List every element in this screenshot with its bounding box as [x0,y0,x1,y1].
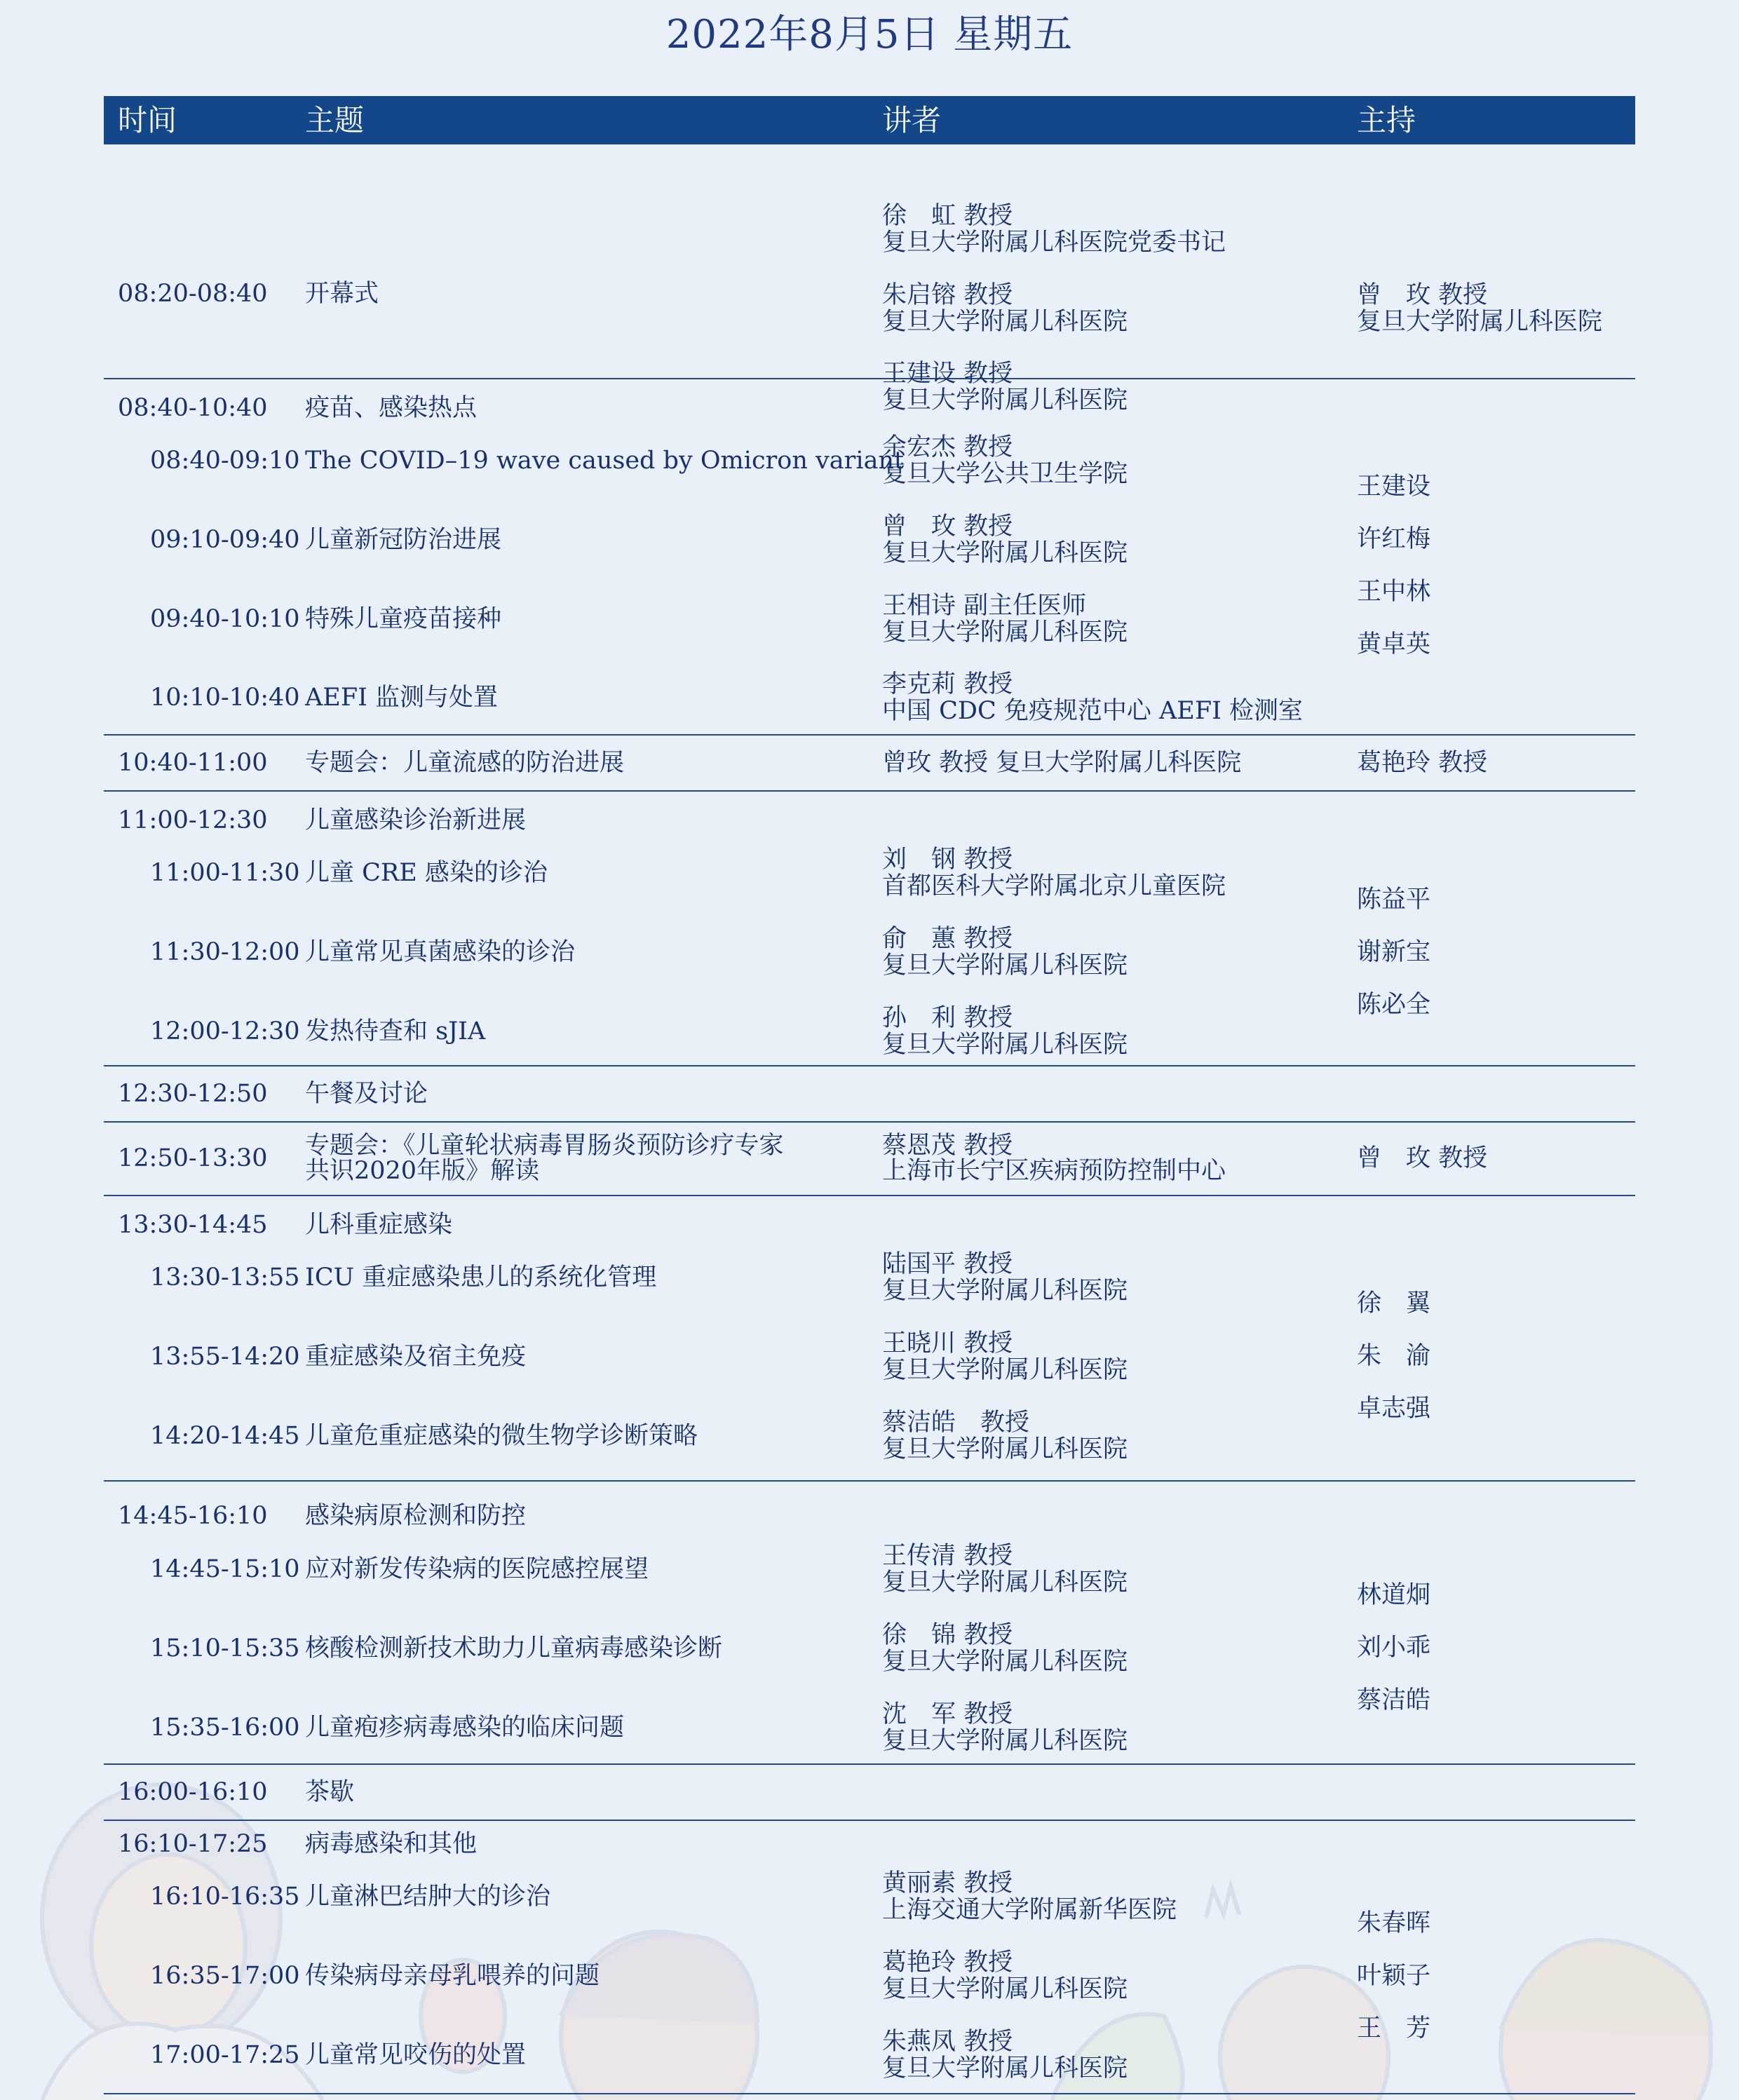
talk-time: 15:35-16:00 [150,1714,300,1742]
host-name: 谢新宝 [1357,938,1431,966]
host-name: 徐 翼 [1357,1289,1431,1317]
talk-time: 08:40-09:10 [150,447,300,475]
talk-topic: 应对新发传染病的医院感控展望 [305,1555,649,1583]
host-name: 王 芳 [1357,2014,1431,2043]
host-name: 叶颖子 [1357,1962,1431,1990]
session-vaccines [104,379,1635,736]
talk-time: 14:45-15:10 [150,1555,300,1583]
session-time: 16:00-16:10 [118,1778,268,1806]
talk-topic: AEFI 监测与处置 [305,684,499,712]
session-lunch [104,1066,1635,1123]
session-tea-break [104,1765,1635,1821]
speaker-org: 复旦大学附属儿科医院 [882,1648,1128,1676]
speaker-name: 徐 锦 教授 [882,1621,1013,1649]
talk-topic: 特殊儿童疫苗接种 [305,605,502,633]
page-title: 2022年8月5日 星期五 [665,12,1074,57]
speaker-org: 复旦大学附属儿科医院 [882,1031,1128,1059]
speaker-org: 复旦大学附属儿科医院 [882,1569,1128,1597]
speaker-org: 复旦大学附属儿科医院 [882,1277,1128,1305]
session-topic: 儿科重症感染 [305,1211,453,1239]
talk-time: 09:10-09:40 [150,526,300,554]
session-infection-progress [104,792,1635,1066]
session-topic: 开幕式 [305,280,379,308]
talk-time: 11:00-11:30 [150,859,300,887]
speaker-org: 复旦大学公共卫生学院 [882,460,1128,488]
speaker-name: 孙 利 教授 [882,1004,1013,1032]
speaker-name: 朱燕凤 教授 [882,2028,1013,2056]
speaker-org: 复旦大学附属儿科医院党委书记 [882,229,1226,257]
talk-time: 13:55-14:20 [150,1343,300,1371]
session-topic: 专题会：儿童流感的防治进展 [305,749,625,777]
talk-topic: 儿童 CRE 感染的诊治 [305,859,548,887]
header-host: 主持 [1357,103,1416,137]
schedule-table [104,96,1635,2094]
speaker-name: 曾 玫 教授 [882,513,1013,541]
talk-time: 12:00-12:30 [150,1017,300,1045]
talk-topic: 儿童常见真菌感染的诊治 [305,938,576,966]
session-topic: 疫苗、感染热点 [305,394,478,422]
session-topic: 午餐及讨论 [305,1080,428,1108]
speaker-name: 王相诗 副主任医师 [882,592,1087,620]
session-time: 14:45-16:10 [118,1502,268,1530]
host-name: 王中林 [1357,578,1431,606]
speaker-name: 王传清 教授 [882,1542,1013,1570]
session-flu [104,736,1635,792]
session-time: 11:00-12:30 [118,806,268,834]
host-name: 林道炯 [1357,1581,1431,1609]
speaker-org: 复旦大学附属儿科医院 [882,1975,1128,2003]
session-topic-line1: 专题会：《儿童轮状病毒胃肠炎预防诊疗专家 [305,1132,784,1160]
host-name: 黄卓英 [1357,630,1431,658]
session-rotavirus [104,1123,1635,1196]
speaker-name: 葛艳玲 教授 [882,1949,1013,1977]
speaker-org: 复旦大学附属儿科医院 [882,2054,1128,2082]
host-name: 陈必全 [1357,991,1431,1019]
session-time: 10:40-11:00 [118,749,268,777]
speaker-name: 王晓川 教授 [882,1329,1013,1357]
speaker-name: 曾玫 教授 复旦大学附属儿科医院 [882,749,1242,777]
session-topic: 儿童感染诊治新进展 [305,806,527,834]
session-topic-line2: 共识2020年版》解读 [305,1157,540,1185]
talk-time: 15:10-15:35 [150,1634,300,1662]
speaker-name: 刘 钢 教授 [882,846,1013,874]
header-time: 时间 [118,103,177,137]
session-time: 13:30-14:45 [118,1211,268,1239]
session-time: 12:30-12:50 [118,1080,268,1108]
session-time: 16:10-17:25 [118,1830,268,1858]
talk-time: 11:30-12:00 [150,938,300,966]
talk-time: 16:10-16:35 [150,1883,300,1911]
host-name: 许红梅 [1357,525,1431,553]
talk-time: 09:40-10:10 [150,605,300,633]
speaker-org: 复旦大学附属儿科医院 [882,308,1128,336]
talk-topic: 核酸检测新技术助力儿童病毒感染诊断 [305,1634,723,1662]
talk-topic: The COVID–19 wave caused by Omicron variant [305,447,905,475]
host-name: 王建设 [1357,473,1431,501]
talk-topic: 儿童新冠防治进展 [305,526,502,554]
talk-time: 17:00-17:25 [150,2041,300,2069]
speaker-name: 陆国平 教授 [882,1250,1013,1278]
host-name: 葛艳玲 教授 [1357,749,1488,777]
host-name: 陈益平 [1357,886,1431,914]
session-critical-care [104,1196,1635,1482]
talk-topic: 儿童淋巴结肿大的诊治 [305,1883,551,1911]
speaker-name: 俞 蕙 教授 [882,925,1013,953]
talk-topic: ICU 重症感染患儿的系统化管理 [305,1264,657,1292]
speaker-name: 蔡洁皓 教授 [882,1409,1030,1437]
speaker-name: 沈 军 教授 [882,1700,1013,1728]
host-name: 曾 玫 教授 [1357,1144,1488,1172]
speaker-name: 徐 虹 教授 [882,202,1013,230]
talk-time: 13:30-13:55 [150,1264,300,1292]
speaker-name: 蔡恩茂 教授 [882,1132,1013,1160]
session-time: 08:40-10:40 [118,394,268,422]
speaker-name: 余宏杰 教授 [882,433,1013,461]
speaker-name: 朱启镕 教授 [882,281,1013,309]
speaker-name: 李克莉 教授 [882,670,1013,698]
talk-time: 16:35-17:00 [150,1962,300,1990]
speaker-org: 复旦大学附属儿科医院 [882,539,1128,567]
speaker-org: 复旦大学附属儿科医院 [882,951,1128,980]
session-time: 12:50-13:30 [118,1144,268,1172]
speaker-org: 复旦大学附属儿科医院 [882,1435,1128,1463]
speaker-org: 复旦大学附属儿科医院 [882,1356,1128,1384]
session-pathogen-control [104,1482,1635,1765]
talk-time: 14:20-14:45 [150,1422,300,1450]
speaker-org: 上海交通大学附属新华医院 [882,1896,1177,1924]
host-name: 蔡洁皓 [1357,1686,1431,1714]
session-topic: 茶歇 [305,1778,355,1806]
speaker-org: 复旦大学附属儿科医院 [882,1727,1128,1755]
host-name: 朱春晖 [1357,1909,1431,1937]
header-speaker: 讲者 [882,103,942,137]
speaker-org: 复旦大学附属儿科医院 [882,618,1128,646]
host-name: 朱 渝 [1357,1342,1431,1370]
host-name: 曾 玫 教授 [1357,281,1488,309]
session-time: 08:20-08:40 [118,280,268,308]
talk-topic: 传染病母亲母乳喂养的问题 [305,1962,600,1990]
talk-topic: 发热待查和 sJIA [305,1017,486,1045]
host-name: 卓志强 [1357,1395,1431,1423]
session-topic: 病毒感染和其他 [305,1830,478,1858]
host-org: 复旦大学附属儿科医院 [1357,308,1603,336]
speaker-org: 中国 CDC 免疫规范中心 AEFI 检测室 [882,697,1304,725]
talk-topic: 儿童疱疹病毒感染的临床问题 [305,1714,625,1742]
talk-time: 10:10-10:40 [150,684,300,712]
speaker-org: 上海市长宁区疾病预防控制中心 [882,1157,1226,1185]
talk-topic: 重症感染及宿主免疫 [305,1343,527,1371]
speaker-org: 复旦大学附属儿科医院 [882,386,1128,414]
talk-topic: 儿童常见咬伤的处置 [305,2041,527,2069]
speaker-name: 王建设 教授 [882,360,1013,388]
talk-topic: 儿童危重症感染的微生物学诊断策略 [305,1422,698,1450]
header-topic: 主题 [305,103,365,137]
session-viral-infection [104,1821,1635,2094]
table-header [104,96,1635,144]
speaker-name: 黄丽素 教授 [882,1869,1013,1897]
host-name: 刘小乖 [1357,1634,1431,1662]
session-topic: 感染病原检测和防控 [305,1502,527,1530]
speaker-org: 首都医科大学附属北京儿童医院 [882,872,1226,900]
